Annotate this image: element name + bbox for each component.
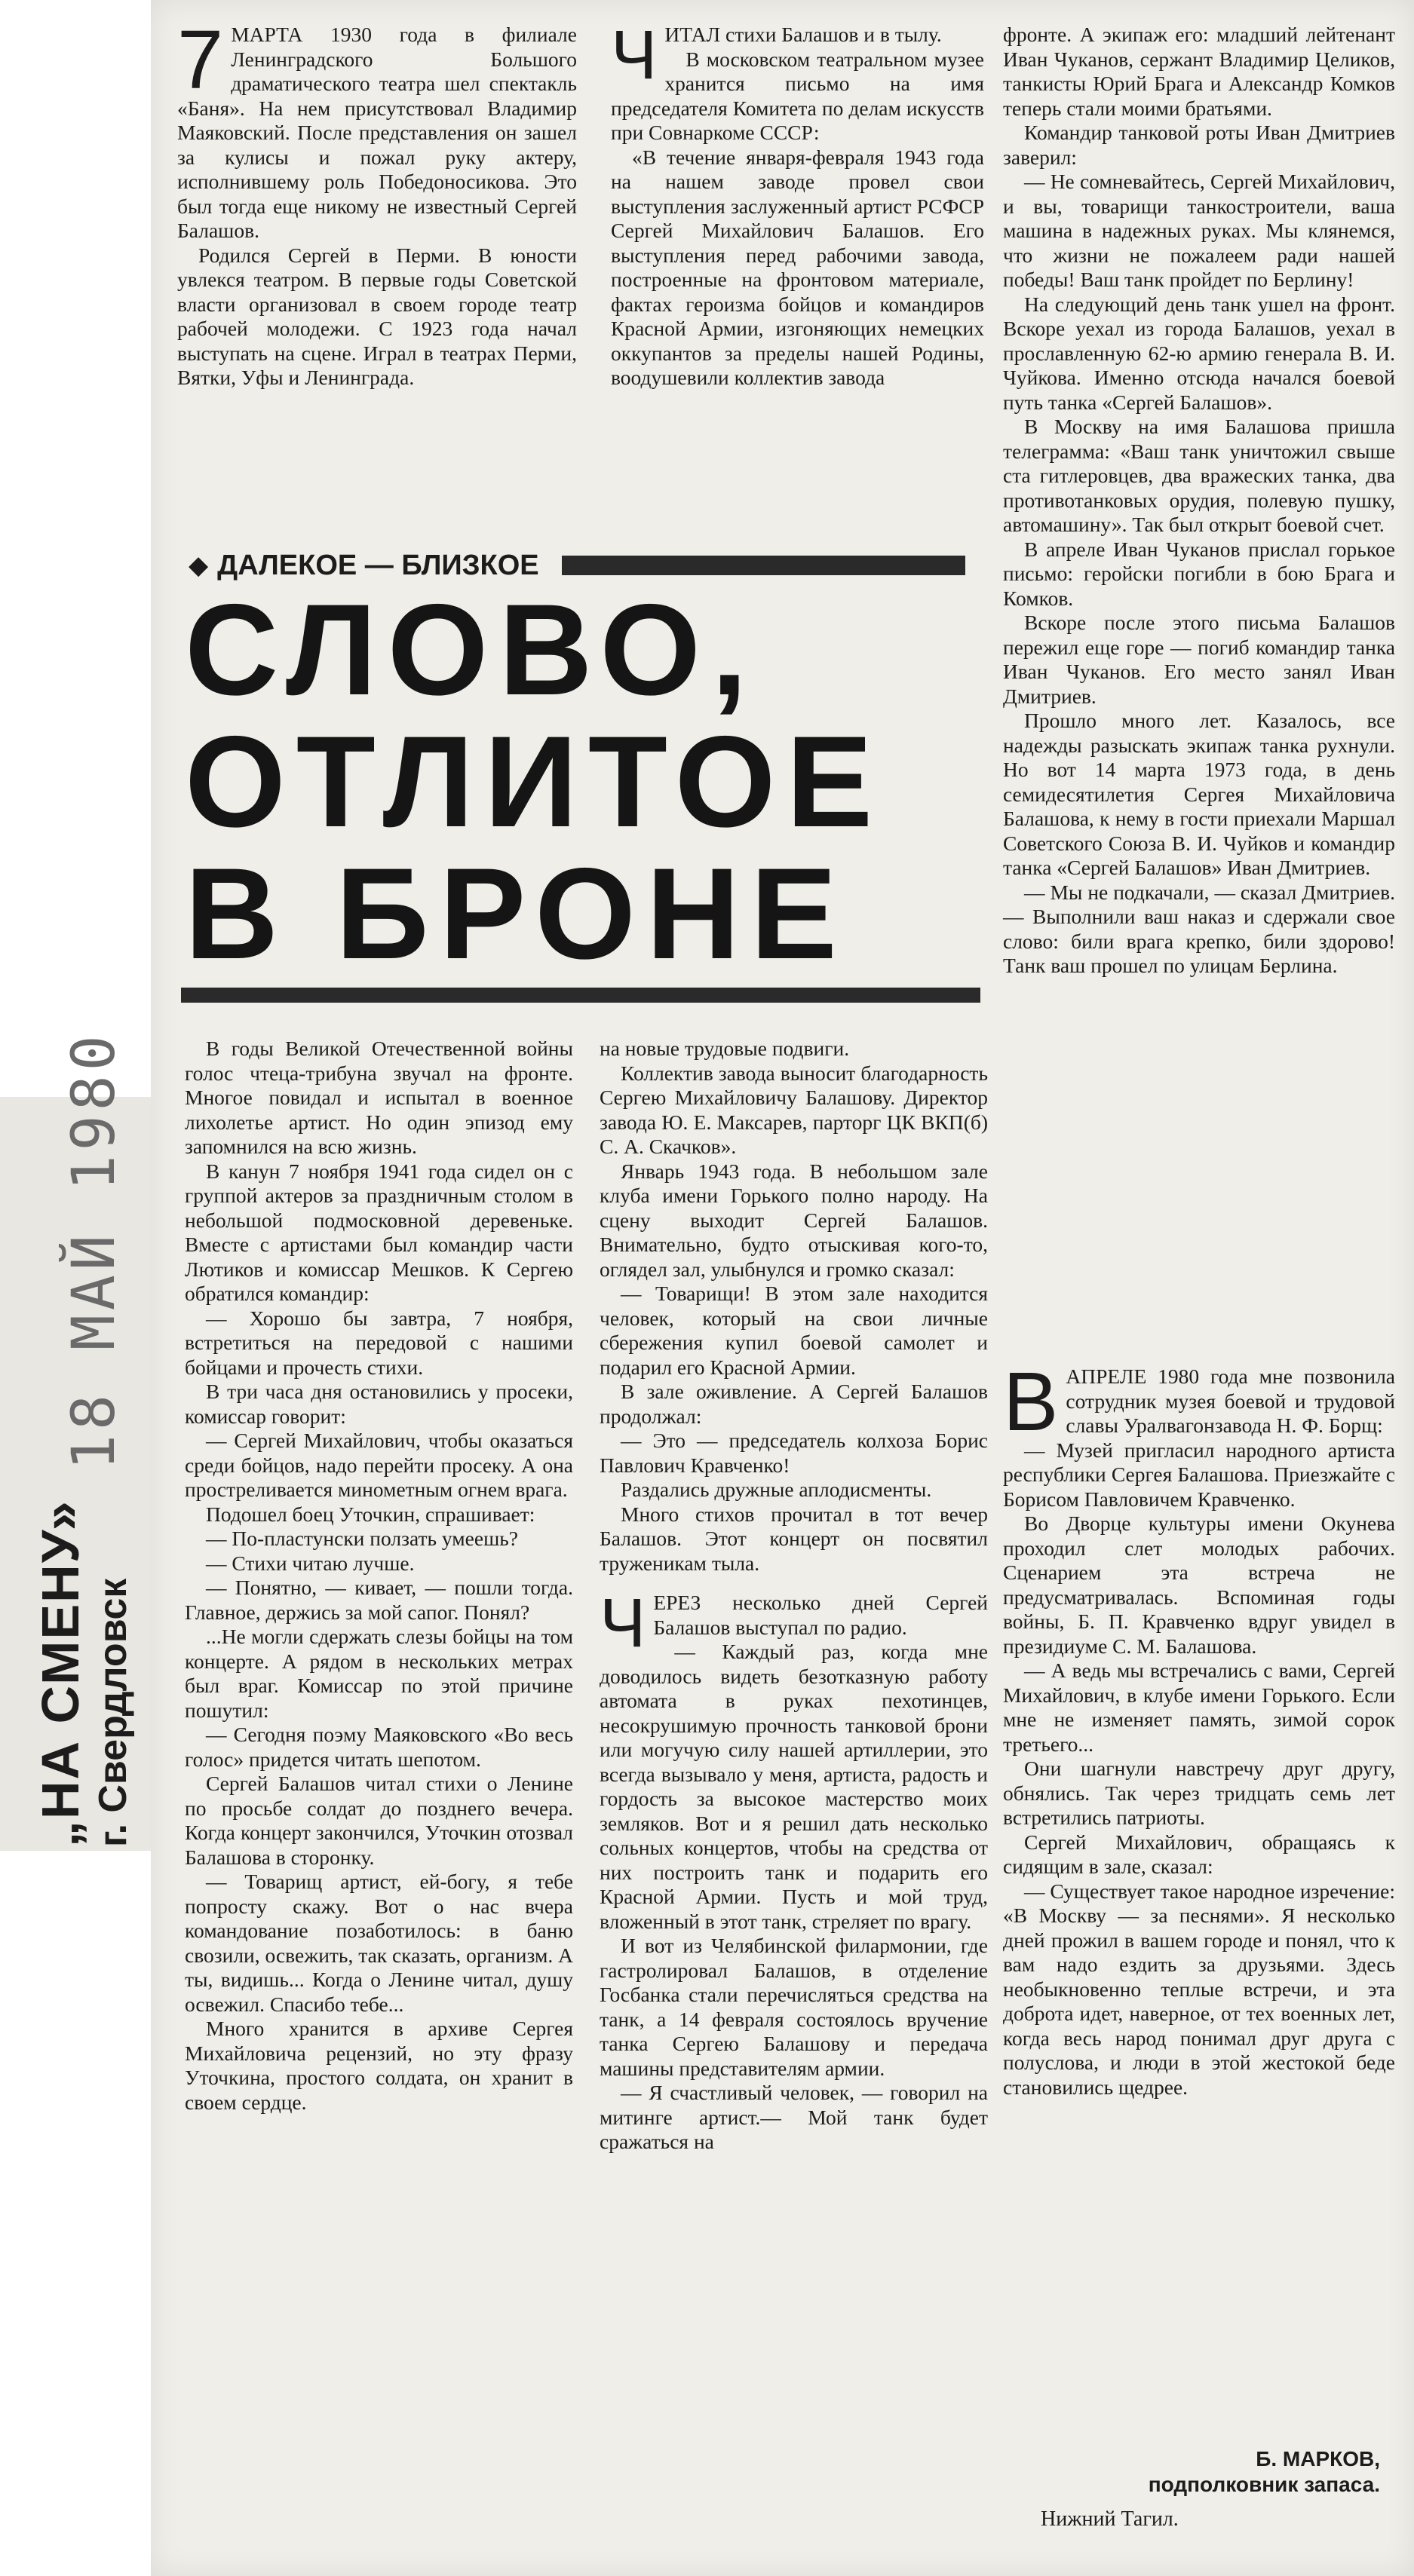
paragraph: «В течение января-февраля 1943 года на нашем заводе провел свои выступления заслуженный артист РСФСР Сергей Михайлович Балашов. Его выступления перед рабочими завода, построенные на фронтовом материале, фактах героизма бойцов и командиров Красной Армии, изгоняющих немецких оккупантов за пределы нашей Родины, воодушевили коллектив завода	[611, 145, 984, 389]
paragraph: Вскоре после этого письма Балашов пережил еще горе — погиб командир танка Иван Чуканов. Его место занял Иван Дмитриев.	[1003, 611, 1395, 708]
article-column-top-1	[177, 14, 577, 391]
paragraph: Раздались дружные аплодисменты.	[621, 1478, 932, 1501]
paragraph: на новые трудовые подвиги.	[600, 1037, 850, 1060]
paragraph: фронте. А экипаж его: младший лейтенант Иван Чуканов, сержант Владимир Целиков, танкисты Юрий Брага и Александр Комков теперь стали моими братьями.	[1003, 23, 1395, 120]
article-column-bottom-2	[600, 1037, 988, 2155]
paragraph: АПРЕЛЕ 1980 года мне позвонила сотрудник музея боевой и трудовой славы Уралвагонзавода Н. Ф. Борщ:	[1066, 1365, 1395, 1437]
paragraph: В московском театральном музее хранится письмо на имя председателя Комитета по делам искусств при Совнаркоме СССР:	[611, 47, 984, 144]
headline-line-2: ОТЛИТОЕ	[185, 709, 884, 854]
paragraph: МАРТА 1930 года в филиале Ленинградского Большого драматического театра шел спектакль «Баня». На нем присутствовал Владимир Маяковский. После представления он зашел за кулисы и пожал руку актеру, исполнившему роль Победоносикова. Это был тогда еще никому не известный Сергей Балашов.	[177, 23, 577, 242]
paragraph: Прошло много лет. Казалось, все надежды разыскать экипаж танка рухнули. Но вот 14 марта 1973 года, в день семидесятилетия Сергея Михайловича Балашова, к нему в гости приехали Маршал Советского Союза В. И. Чуйков и командир танка «Сергей Балашов» Иван Дмитриев.	[1003, 709, 1395, 879]
paragraph: В годы Великой Отечественной войны голос чтеца-трибуна звучал на фронте. Многое повидал и испытал в военное лихолетье артист. Но один эпизод ему запомнился на всю жизнь.	[185, 1037, 573, 1158]
paragraph: — Товарищи! В этом зале находится человек, который на свои личные сбережения купил боевой самолет и подарил его Красной Армии.	[600, 1282, 988, 1379]
rubric-label: ДАЛЕКОЕ — БЛИЗКОЕ	[217, 549, 539, 581]
author-place: Нижний Тагил.	[1041, 2507, 1179, 2531]
paragraph: Много стихов прочитал в тот вечер Балашов. Этот концерт он посвятил труженикам тыла.	[600, 1502, 988, 1575]
article-column-bottom-3	[1003, 1355, 1395, 2100]
paragraph: — Каждый раз, когда мне доводилось видеть безотказную работу автомата в руках пехотинцев, несокрушимую прочность танковой брони или могучую силу нашей артиллерии, это всегда вызывало у меня, артиста, радость и гордость за высокое мастерство моих земляков. Вот и я решил дать несколько сольных концертов, чтобы на средства от них построить танк и подарить его Красной Армии. Пусть и мой труд, вложенный в этот танк, стреляет по врагу.	[600, 1640, 988, 1933]
paragraph: В зале оживление. А Сергей Балашов продолжал:	[600, 1380, 988, 1428]
headline-line-3: В БРОНЕ	[185, 841, 848, 986]
rubric-bar	[562, 556, 965, 575]
article-column-top-2	[611, 17, 984, 391]
paragraph: — Это — председатель колхоза Борис Павлович Кравченко!	[600, 1429, 988, 1477]
paragraph: ...Не могли сдержать слезы бойцы на том концерте. А рядом в нескольких метрах был враг. Комиссар по этой причине пошутил:	[185, 1625, 573, 1722]
paragraph: В Москву на имя Балашова пришла телеграмма: «Ваш танк уничтожил свыше ста гитлеровцев, два вражеских танка, два противотанковых орудия, полевую пушку, автомашину». Так был открыт боевой счет.	[1003, 415, 1395, 536]
paragraph: — Сегодня поэму Маяковского «Во весь голос» придется читать шепотом.	[185, 1723, 573, 1771]
paragraph: В апреле Иван Чуканов прислал горькое письмо: геройски погибли в бою Брага и Комков.	[1003, 537, 1395, 610]
paragraph: — Понятно, — кивает, — пошли тогда. Главное, держись за мой сапог. Понял?	[185, 1576, 573, 1624]
author-signature	[1011, 2446, 1380, 2532]
stamp-newspaper-name: „НА СМЕНУ»	[31, 1499, 90, 1847]
paragraph: — Существует такое народное изречение: «В Москву — за песнями». Я несколько дней прожил в вашем городе и понял, что к вам надо ездить за друзьями. Здесь необыкновенно теплые встречи, и эта доброта идет, наверное, от тех военных лет, когда весь народ понимал друг друга с полуслова, и люди в этой жестокой беде становились щедрее.	[1003, 1879, 1395, 2099]
paragraph: — Мы не подкачали, — сказал Дмитриев. — Выполнили ваш наказ и сдержали свое слово: били врага крепко, били здорово! Танк ваш прошел по улицам Берлина.	[1003, 880, 1395, 977]
dropcap: Ч	[611, 17, 658, 93]
paragraph: ЕРЕЗ несколько дней Сергей Балашов выступал по радио.	[653, 1591, 988, 1639]
paragraph: Подошел боец Уточкин, спрашивает:	[206, 1502, 535, 1526]
paragraph: Во Дворце культуры имени Окунева проходил слет молодых рабочих. Сценарием эта встреча не предусматривалась. Вспоминая годы войны, Б. П. Кравченко вдруг увидел в президиуме С. М. Балашова.	[1003, 1512, 1395, 1658]
paragraph: ИТАЛ стихи Балашов и в тылу.	[664, 23, 942, 46]
headline-line-1: СЛОВО,	[185, 577, 758, 722]
headline	[185, 577, 977, 986]
paragraph: В три часа дня остановились у просеки, комиссар говорит:	[185, 1380, 573, 1428]
stamp-date: 18 МАЙ 1980	[60, 1031, 128, 1470]
paragraph: Много хранится в архиве Сергея Михайловича рецензий, но эту фразу Уточкина, простого солдата, он хранит в своем сердце.	[185, 2017, 573, 2114]
paragraph: — Не сомневайтесь, Сергей Михайлович, и вы, товарищи танкостроители, ваша машина в надежных руках. Мы клянемся, что жизни не пожалеем ради нашей победы! Ваш танк пройдет по Берлину!	[1003, 170, 1395, 291]
dropcap: В	[1003, 1355, 1059, 1448]
author-title: подполковник запаса.	[1148, 2473, 1380, 2496]
paragraph: Коллектив завода выносит благодарность Сергею Михайловичу Балашову. Директор завода Ю. Е. Максарев, парторг ЦК ВКП(б) С. А. Скачков».	[600, 1061, 988, 1158]
paragraph: И вот из Челябинской филармонии, где гастролировал Балашов, в отделение Госбанка стали перечисляться средства на танк, а 14 февраля состоялось вручение танка Сергею Балашову и передача машины представителям армии.	[600, 1934, 988, 2080]
article-column-bottom-1	[185, 1037, 573, 2115]
headline-rule	[181, 988, 980, 1003]
stamp-city: г. Свердловск	[91, 1578, 135, 1847]
dropcap: Ч	[600, 1585, 646, 1662]
paragraph: Сергей Михайлович, обращаясь к сидящим в зале, сказал:	[1003, 1830, 1395, 1878]
paragraph: В канун 7 ноября 1941 года сидел он с группой актеров за праздничным столом в небольшой подмосковной деревеньке. Вместе с артистами был командир части Лютиков и комиссар Мешков. К Сергею обратился командир:	[185, 1159, 573, 1305]
paragraph: — Товарищ артист, ей-богу, я тебе попросту скажу. Вот о нас вчера командование позаботилось: в баню свозили, освежить, так сказать, организм. А ты, видишь... Когда о Ленине читал, душу освежил. Спасибо тебе...	[185, 1870, 573, 2016]
paragraph: Родился Сергей в Перми. В юности увлекся театром. В первые годы Советской власти организовал в своем городе театр рабочей молодежи. С 1923 года начал выступать на сцене. Играл в театрах Перми, Вятки, Уфы и Ленинграда.	[177, 243, 577, 389]
paragraph: Они шагнули навстречу друг другу, обнялись. Так через тридцать семь лет встретились патриоты.	[1003, 1757, 1395, 1829]
paragraph: — Стихи читаю лучше.	[206, 1551, 415, 1575]
article-column-top-3	[1003, 23, 1395, 979]
paragraph: Январь 1943 года. В небольшом зале клуба имени Горького полно народу. На сцену выходит Сергей Балашов. Внимательно, будто отыскивая кого-то, оглядел зал, улыбнулся и громко сказал:	[600, 1159, 988, 1281]
paragraph: — Сергей Михайлович, чтобы оказаться среди бойцов, надо перейти просеку. А она простреливается минометным огнем врага.	[185, 1429, 573, 1501]
author-name: Б. МАРКОВ,	[1256, 2447, 1380, 2470]
paragraph: — А ведь мы встречались с вами, Сергей Михайлович, в клубе имени Горького. Если мне не изменяет память, зимой сорок третьего...	[1003, 1659, 1395, 1756]
paragraph: — Я счастливый человек, — говорил на митинге артист.— Мой танк будет сражаться на	[600, 2081, 988, 2153]
paragraph: — Хорошо бы завтра, 7 ноября, встретиться на передовой с нашими бойцами и прочесть стихи.	[185, 1306, 573, 1379]
paragraph: На следующий день танк ушел на фронт. Вскоре уехал из города Балашов, уехал в прославленную 62-ю армию генерала В. И. Чуйкова. Именно отсюда начался боевой путь танка «Сергей Балашов».	[1003, 292, 1395, 414]
paragraph: — По-пластунски ползать умеешь?	[206, 1527, 519, 1550]
paragraph: Командир танковой роты Иван Дмитриев заверил:	[1003, 121, 1395, 169]
paragraph: — Музей пригласил народного артиста республики Сергея Балашова. Приезжайте с Борисом Павловичем Кравченко.	[1003, 1438, 1395, 1511]
dropcap: 7	[177, 14, 224, 106]
paragraph: Сергей Балашов читал стихи о Ленине по просьбе солдат до позднего вечера. Когда концерт закончился, Уточкин отозвал Балашова в сторонку.	[185, 1772, 573, 1869]
diamond-icon: ◆	[189, 551, 209, 580]
